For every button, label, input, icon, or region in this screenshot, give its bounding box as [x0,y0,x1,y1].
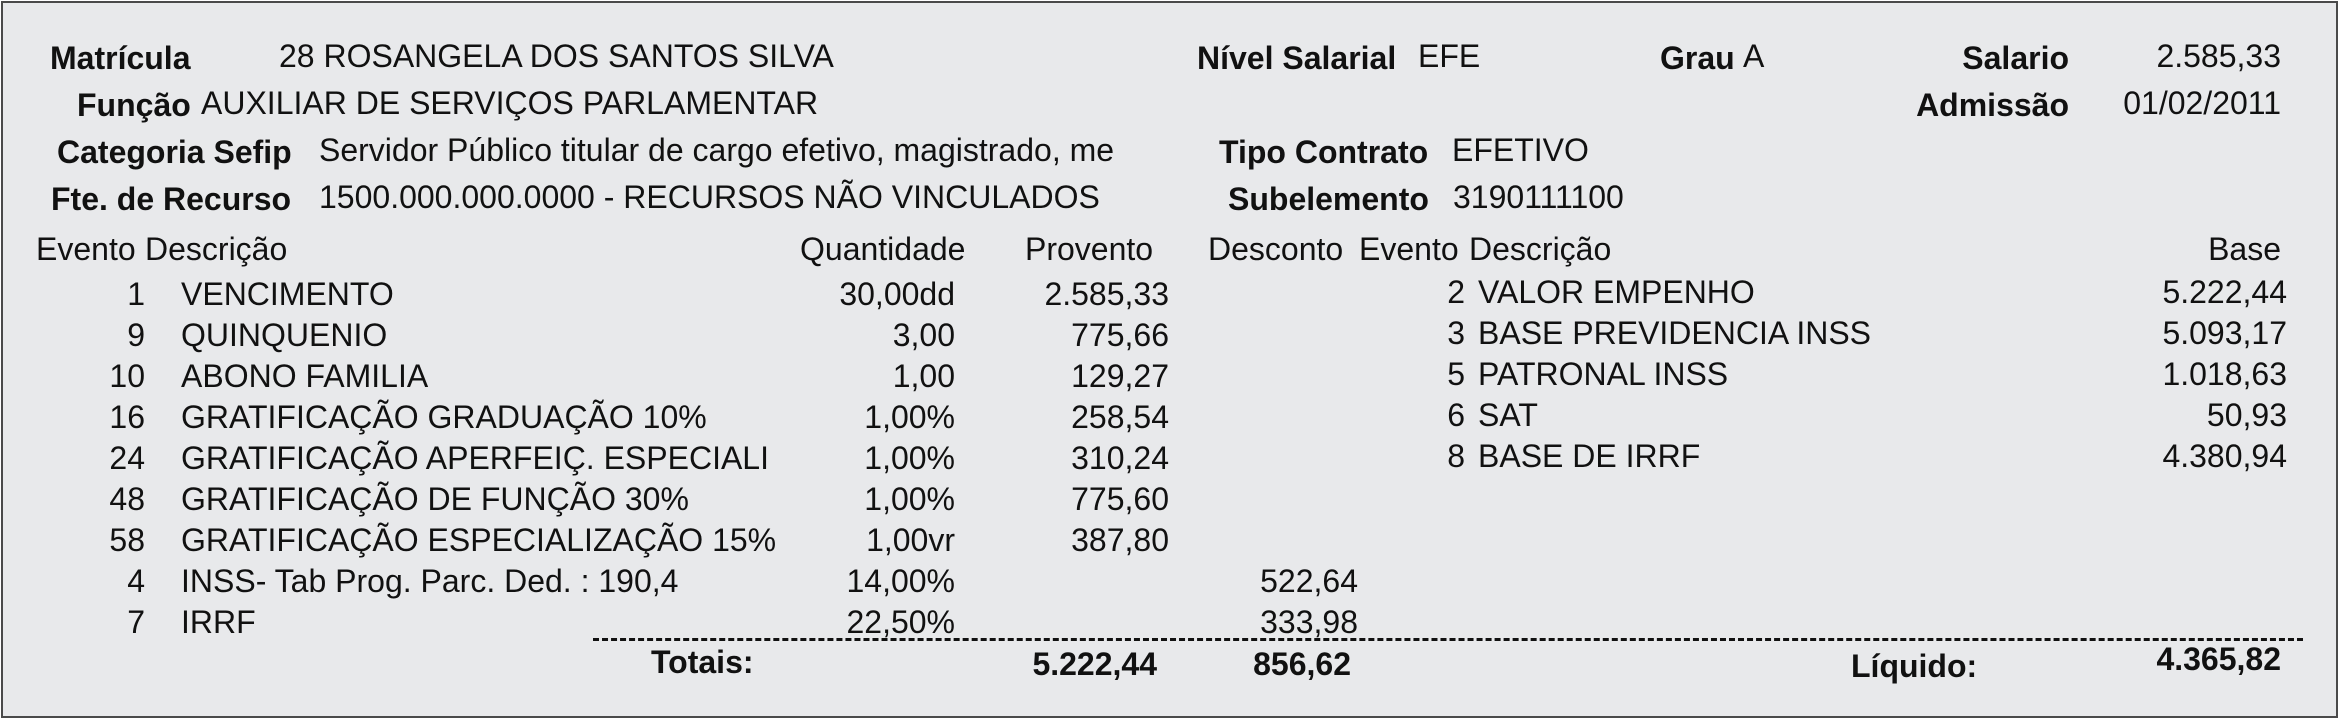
base-value: 1.018,63 [2162,356,2287,392]
admissao-label: Admissão [1916,87,2069,123]
event-code: 48 [109,481,145,517]
event-code: 24 [109,440,145,476]
event-description: INSS- Tab Prog. Parc. Ded. : 190,4 [181,563,679,599]
base-code: 8 [1447,438,1465,474]
event-provento: 775,60 [1071,481,1169,517]
event-provento: 387,80 [1071,522,1169,558]
event-description: QUINQUENIO [181,317,388,353]
col-descricao: Descrição [145,231,288,267]
event-code: 9 [127,317,145,353]
matricula-label: Matrícula [50,40,191,76]
event-desconto: 522,64 [1260,563,1358,599]
col-base: Base [2208,231,2281,267]
base-code: 3 [1447,315,1465,351]
event-code: 7 [127,604,145,640]
event-quantity: 14,00% [846,563,955,599]
total-desconto: 856,62 [1253,646,1351,682]
subelemento-label: Subelemento [1228,181,1429,217]
event-description: IRRF [181,604,256,640]
col-quantidade: Quantidade [800,231,966,267]
salario-label: Salario [1962,40,2069,76]
event-description: ABONO FAMILIA [181,358,429,394]
event-quantity: 1,00% [864,440,955,476]
grau-label: Grau [1660,40,1735,76]
grau-value: A [1743,38,1765,74]
tipo-contrato-value: EFETIVO [1452,132,1589,168]
nivel-salarial-label: Nível Salarial [1197,40,1397,76]
totais-label: Totais: [651,644,754,680]
tipo-contrato-label: Tipo Contrato [1219,134,1429,170]
salario-value: 2.585,33 [2156,38,2281,74]
totals-divider [593,638,2303,641]
event-description: GRATIFICAÇÃO ESPECIALIZAÇÃO 15% [181,522,777,558]
base-description: BASE PREVIDENCIA INSS [1478,315,1872,351]
fonte-recurso-value: 1500.000.000.0000 - RECURSOS NÃO VINCULADOS [319,179,1100,215]
categoria-sefip-label: Categoria Sefip [57,134,292,170]
event-quantity: 30,00dd [839,276,955,312]
col-provento: Provento [1025,231,1154,267]
event-code: 4 [127,563,145,599]
event-provento: 2.585,33 [1044,276,1169,312]
base-code: 5 [1447,356,1465,392]
event-quantity: 1,00% [864,399,955,435]
base-value: 4.380,94 [2162,438,2287,474]
liquido-label: Líquido: [1851,648,1978,684]
base-value: 5.222,44 [2162,274,2287,310]
base-value: 5.093,17 [2162,315,2287,351]
event-code: 58 [109,522,145,558]
funcao-label: Função [77,87,191,123]
base-description: VALOR EMPENHO [1478,274,1755,310]
payslip-sheet [1,1,2338,718]
event-description: GRATIFICAÇÃO DE FUNÇÃO 30% [181,481,689,517]
event-quantity: 22,50% [846,604,955,640]
base-code: 6 [1447,397,1465,433]
col-evento-base: Evento [1359,231,1459,267]
nivel-salarial-value: EFE [1418,38,1481,74]
fonte-recurso-label: Fte. de Recurso [51,181,292,217]
base-code: 2 [1447,274,1465,310]
event-quantity: 1,00% [864,481,955,517]
liquido-value: 4.365,82 [2156,641,2281,677]
matricula-value: 28 ROSANGELA DOS SANTOS SILVA [279,38,834,74]
event-desconto: 333,98 [1260,604,1358,640]
event-provento: 129,27 [1071,358,1169,394]
event-description: VENCIMENTO [181,276,394,312]
event-quantity: 1,00vr [866,522,955,558]
event-code: 10 [109,358,145,394]
total-provento: 5.222,44 [1032,646,1157,682]
subelemento-value: 3190111100 [1453,179,1624,215]
event-quantity: 3,00 [892,317,955,353]
base-description: BASE DE IRRF [1478,438,1701,474]
event-description: GRATIFICAÇÃO APERFEIÇ. ESPECIALI [181,440,769,476]
col-evento: Evento [36,231,136,267]
base-value: 50,93 [2206,397,2287,433]
event-provento: 258,54 [1071,399,1169,435]
event-code: 16 [109,399,145,435]
col-descricao-base: Descrição [1469,231,1612,267]
event-description: GRATIFICAÇÃO GRADUAÇÃO 10% [181,399,707,435]
event-quantity: 1,00 [892,358,955,394]
funcao-value: AUXILIAR DE SERVIÇOS PARLAMENTAR [201,85,819,121]
event-provento: 775,66 [1071,317,1169,353]
base-description: PATRONAL INSS [1478,356,1729,392]
admissao-value: 01/02/2011 [2123,85,2281,121]
event-provento: 310,24 [1071,440,1169,476]
event-code: 1 [127,276,145,312]
base-description: SAT [1478,397,1538,433]
categoria-sefip-value: Servidor Público titular de cargo efetivo, magistrado, me [319,132,1115,168]
col-desconto: Desconto [1208,231,1344,267]
